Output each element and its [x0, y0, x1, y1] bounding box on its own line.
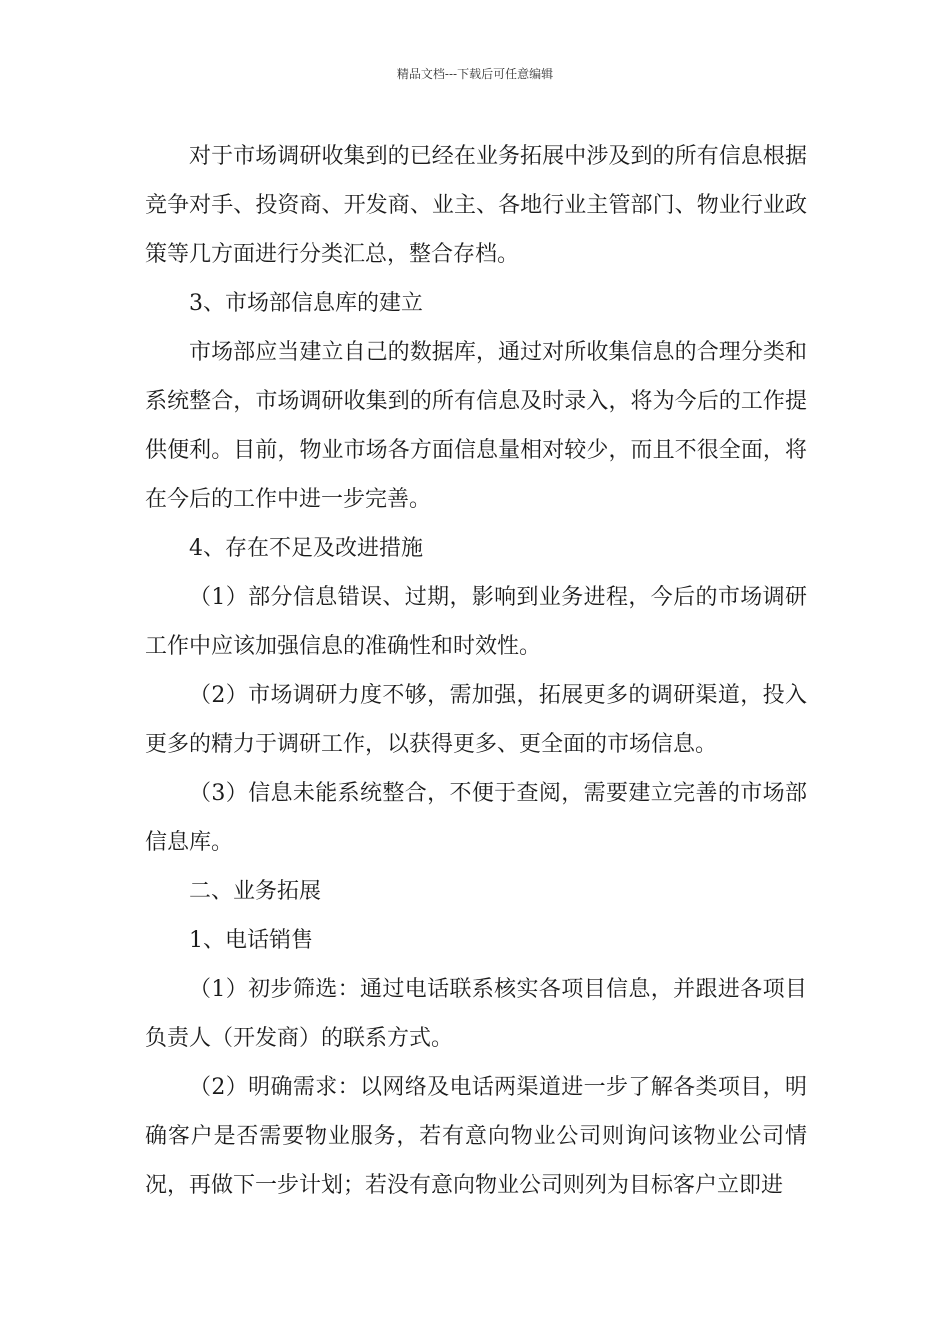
- paragraph-initial-screening: （1）初步筛选：通过电话联系核实各项目信息，并跟进各项目负责人（开发商）的联系方式。: [145, 977, 807, 1051]
- paragraph-shortcoming-3: （3）信息未能系统整合，不便于查阅，需要建立完善的市场部信息库。: [145, 781, 807, 855]
- heading-telephone-sales: 1、电话销售: [189, 928, 313, 953]
- paragraph-clarify-needs: （2）明确需求：以网络及电话两渠道进一步了解各类项目，明确客户是否需要物业服务，若有意向物业公司则询问该物业公司情况，再做下一步计划；若没有意向物业公司则列为目标客户立即进: [145, 1075, 807, 1198]
- paragraph-shortcoming-1: （1）部分信息错误、过期，影响到业务进程，今后的市场调研工作中应该加强信息的准确性和时效性。: [145, 585, 807, 659]
- heading-shortcomings: 4、存在不足及改进措施: [189, 536, 423, 561]
- paragraph-market-info-summary: 对于市场调研收集到的已经在业务拓展中涉及到的所有信息根据竞争对手、投资商、开发商、业主、各地行业主管部门、物业行业政策等几方面进行分类汇总，整合存档。: [145, 144, 807, 267]
- heading-database-setup: 3、市场部信息库的建立: [189, 291, 423, 316]
- document-body: [145, 132, 807, 1210]
- heading-business-expansion: 二、业务拓展: [189, 879, 322, 904]
- page-header: 精品文档---下载后可任意编辑: [396, 67, 554, 81]
- paragraph-shortcoming-2: （2）市场调研力度不够，需加强，拓展更多的调研渠道，投入更多的精力于调研工作，以获得更多、更全面的市场信息。: [145, 683, 807, 757]
- paragraph-database-description: 市场部应当建立自己的数据库，通过对所收集信息的合理分类和系统整合，市场调研收集到的所有信息及时录入，将为今后的工作提供便利。目前，物业市场各方面信息量相对较少，而且不很全面，将在今后的工作中进一步完善。: [145, 340, 807, 512]
